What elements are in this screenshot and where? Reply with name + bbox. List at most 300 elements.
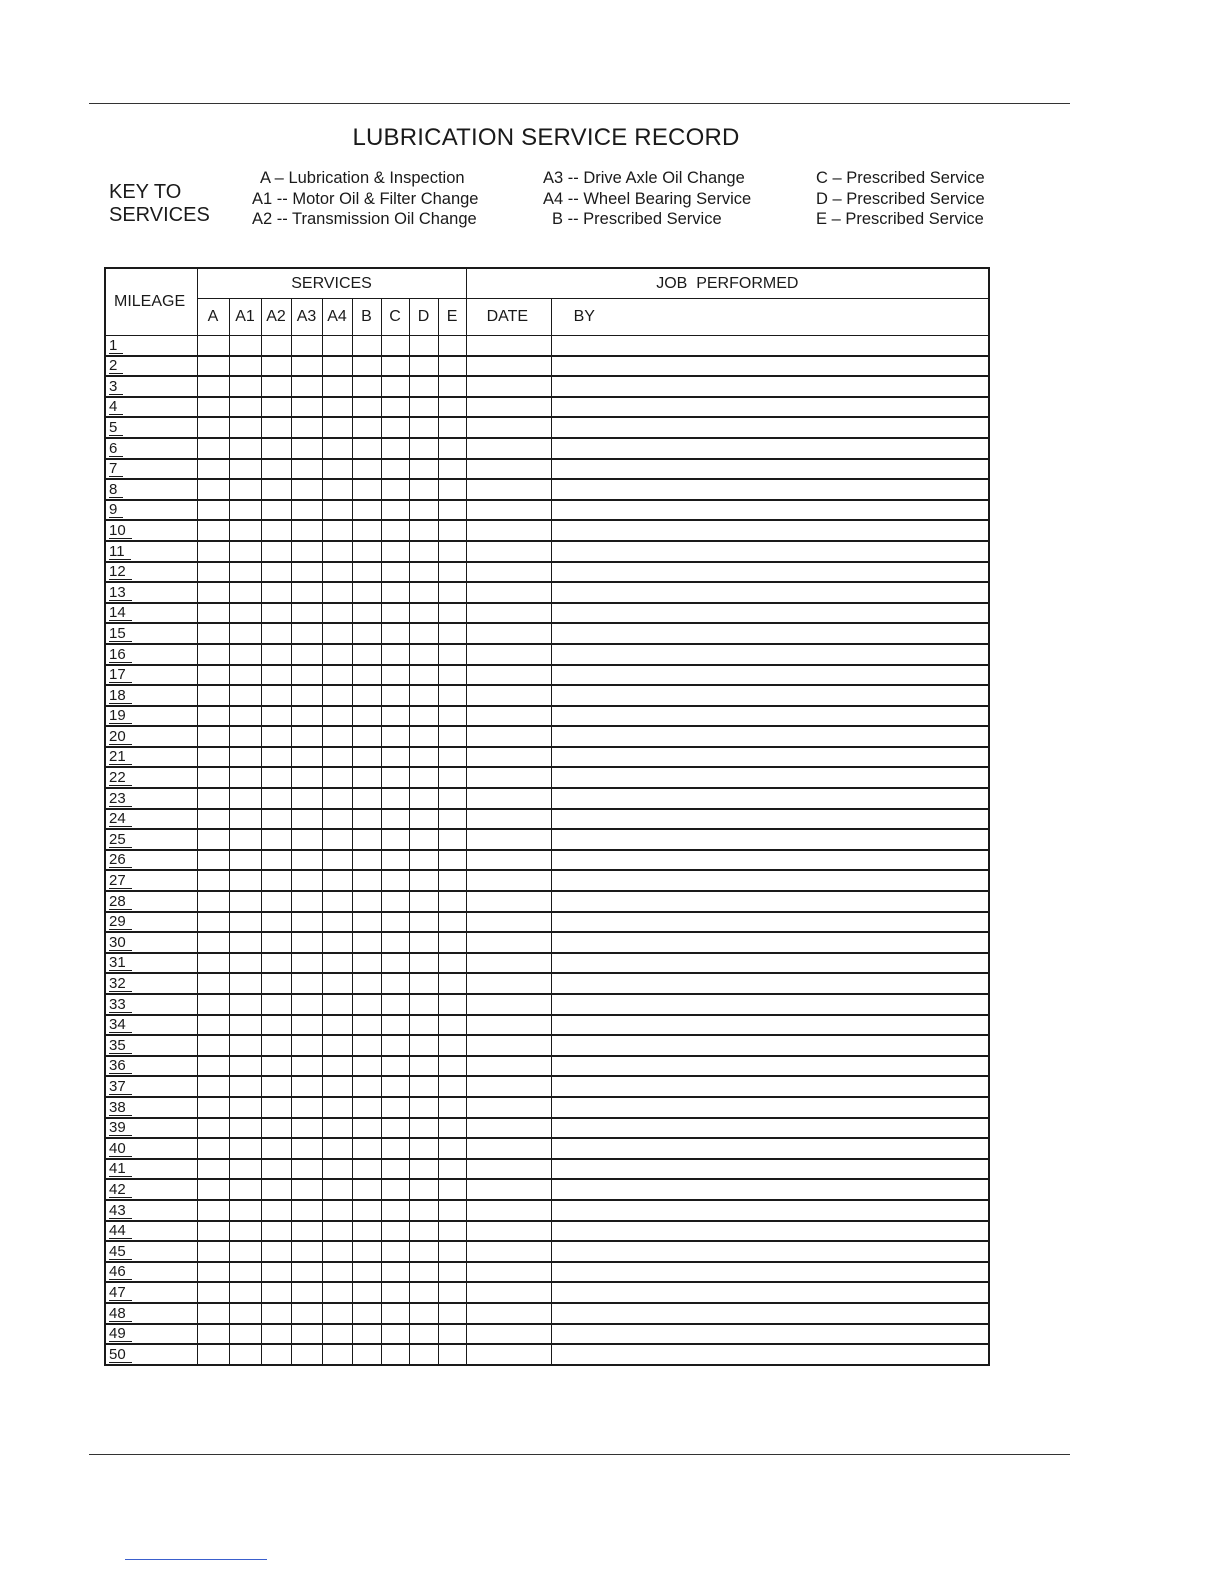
- by-cell[interactable]: [551, 850, 989, 871]
- service-cell-a4[interactable]: [322, 1159, 352, 1180]
- service-cell-a3[interactable]: [291, 809, 322, 830]
- service-cell-c[interactable]: [381, 1056, 409, 1077]
- service-cell-a1[interactable]: [229, 417, 261, 438]
- service-cell-b[interactable]: [352, 1179, 381, 1200]
- service-cell-a1[interactable]: [229, 891, 261, 912]
- service-cell-e[interactable]: [438, 1056, 466, 1077]
- mileage-cell[interactable]: [105, 1221, 197, 1242]
- service-cell-b[interactable]: [352, 973, 381, 994]
- service-cell-a4[interactable]: [322, 1056, 352, 1077]
- service-cell-a2[interactable]: [261, 623, 291, 644]
- mileage-cell[interactable]: [105, 1344, 197, 1365]
- mileage-cell[interactable]: [105, 562, 197, 583]
- service-cell-a4[interactable]: [322, 706, 352, 727]
- service-cell-b[interactable]: [352, 891, 381, 912]
- service-cell-a1[interactable]: [229, 644, 261, 665]
- service-cell-e[interactable]: [438, 973, 466, 994]
- service-cell-b[interactable]: [352, 582, 381, 603]
- service-cell-a3[interactable]: [291, 788, 322, 809]
- service-cell-b[interactable]: [352, 994, 381, 1015]
- service-cell-a[interactable]: [197, 850, 229, 871]
- service-cell-a1[interactable]: [229, 1035, 261, 1056]
- service-cell-b[interactable]: [352, 665, 381, 686]
- mileage-cell[interactable]: [105, 747, 197, 768]
- service-cell-a3[interactable]: [291, 685, 322, 706]
- mileage-cell[interactable]: [105, 891, 197, 912]
- mileage-cell[interactable]: [105, 788, 197, 809]
- by-cell[interactable]: [551, 870, 989, 891]
- service-cell-c[interactable]: [381, 562, 409, 583]
- service-cell-e[interactable]: [438, 1179, 466, 1200]
- service-cell-a1[interactable]: [229, 1262, 261, 1283]
- service-cell-a[interactable]: [197, 603, 229, 624]
- service-cell-e[interactable]: [438, 1015, 466, 1036]
- service-cell-e[interactable]: [438, 603, 466, 624]
- service-cell-b[interactable]: [352, 520, 381, 541]
- service-cell-d[interactable]: [409, 1097, 438, 1118]
- service-cell-d[interactable]: [409, 1241, 438, 1262]
- mileage-cell[interactable]: [105, 376, 197, 397]
- service-cell-a2[interactable]: [261, 541, 291, 562]
- service-cell-a1[interactable]: [229, 356, 261, 377]
- service-cell-a2[interactable]: [261, 459, 291, 480]
- service-cell-a4[interactable]: [322, 1241, 352, 1262]
- service-cell-e[interactable]: [438, 479, 466, 500]
- service-cell-a2[interactable]: [261, 747, 291, 768]
- service-cell-c[interactable]: [381, 417, 409, 438]
- service-cell-a4[interactable]: [322, 603, 352, 624]
- service-cell-a1[interactable]: [229, 541, 261, 562]
- service-cell-b[interactable]: [352, 706, 381, 727]
- service-cell-a[interactable]: [197, 582, 229, 603]
- service-cell-a4[interactable]: [322, 1035, 352, 1056]
- service-cell-a4[interactable]: [322, 953, 352, 974]
- service-cell-a[interactable]: [197, 623, 229, 644]
- service-cell-a1[interactable]: [229, 706, 261, 727]
- service-cell-a3[interactable]: [291, 912, 322, 933]
- service-cell-b[interactable]: [352, 397, 381, 418]
- service-cell-c[interactable]: [381, 520, 409, 541]
- service-cell-a3[interactable]: [291, 1097, 322, 1118]
- mileage-cell[interactable]: [105, 1097, 197, 1118]
- service-cell-d[interactable]: [409, 829, 438, 850]
- service-cell-b[interactable]: [352, 1200, 381, 1221]
- service-cell-e[interactable]: [438, 500, 466, 521]
- service-cell-a2[interactable]: [261, 1241, 291, 1262]
- service-cell-a2[interactable]: [261, 1200, 291, 1221]
- service-cell-a4[interactable]: [322, 500, 352, 521]
- service-cell-c[interactable]: [381, 767, 409, 788]
- mileage-cell[interactable]: [105, 582, 197, 603]
- service-cell-d[interactable]: [409, 1344, 438, 1365]
- service-cell-e[interactable]: [438, 665, 466, 686]
- service-cell-a3[interactable]: [291, 1200, 322, 1221]
- service-cell-a[interactable]: [197, 1159, 229, 1180]
- service-cell-b[interactable]: [352, 1015, 381, 1036]
- service-cell-d[interactable]: [409, 685, 438, 706]
- by-cell[interactable]: [551, 1035, 989, 1056]
- service-cell-b[interactable]: [352, 1262, 381, 1283]
- mileage-cell[interactable]: [105, 438, 197, 459]
- by-cell[interactable]: [551, 1303, 989, 1324]
- service-cell-a1[interactable]: [229, 829, 261, 850]
- service-cell-a[interactable]: [197, 706, 229, 727]
- service-cell-a2[interactable]: [261, 788, 291, 809]
- service-cell-a1[interactable]: [229, 747, 261, 768]
- service-cell-e[interactable]: [438, 397, 466, 418]
- service-cell-c[interactable]: [381, 336, 409, 356]
- service-cell-a2[interactable]: [261, 912, 291, 933]
- service-cell-d[interactable]: [409, 747, 438, 768]
- service-cell-a1[interactable]: [229, 870, 261, 891]
- by-cell[interactable]: [551, 665, 989, 686]
- mileage-cell[interactable]: [105, 809, 197, 830]
- service-cell-a1[interactable]: [229, 912, 261, 933]
- service-cell-a1[interactable]: [229, 1056, 261, 1077]
- service-cell-e[interactable]: [438, 788, 466, 809]
- service-cell-a1[interactable]: [229, 459, 261, 480]
- service-cell-e[interactable]: [438, 809, 466, 830]
- by-cell[interactable]: [551, 397, 989, 418]
- service-cell-e[interactable]: [438, 520, 466, 541]
- service-cell-a1[interactable]: [229, 623, 261, 644]
- date-cell[interactable]: [466, 623, 551, 644]
- mileage-cell[interactable]: [105, 1035, 197, 1056]
- service-cell-d[interactable]: [409, 1015, 438, 1036]
- service-cell-a2[interactable]: [261, 1179, 291, 1200]
- service-cell-b[interactable]: [352, 336, 381, 356]
- service-cell-a[interactable]: [197, 994, 229, 1015]
- service-cell-a1[interactable]: [229, 1221, 261, 1242]
- date-cell[interactable]: [466, 973, 551, 994]
- service-cell-c[interactable]: [381, 1282, 409, 1303]
- service-cell-a1[interactable]: [229, 1118, 261, 1139]
- service-cell-a3[interactable]: [291, 644, 322, 665]
- service-cell-a3[interactable]: [291, 417, 322, 438]
- service-cell-a1[interactable]: [229, 932, 261, 953]
- service-cell-a2[interactable]: [261, 356, 291, 377]
- mileage-cell[interactable]: [105, 1076, 197, 1097]
- service-cell-a3[interactable]: [291, 376, 322, 397]
- service-cell-b[interactable]: [352, 1324, 381, 1345]
- service-cell-a4[interactable]: [322, 479, 352, 500]
- service-cell-c[interactable]: [381, 1159, 409, 1180]
- service-cell-a3[interactable]: [291, 994, 322, 1015]
- service-cell-e[interactable]: [438, 685, 466, 706]
- service-cell-e[interactable]: [438, 1159, 466, 1180]
- service-cell-e[interactable]: [438, 1303, 466, 1324]
- service-cell-a[interactable]: [197, 665, 229, 686]
- date-cell[interactable]: [466, 376, 551, 397]
- service-cell-b[interactable]: [352, 870, 381, 891]
- service-cell-a1[interactable]: [229, 665, 261, 686]
- service-cell-a4[interactable]: [322, 1282, 352, 1303]
- service-cell-a4[interactable]: [322, 973, 352, 994]
- service-cell-d[interactable]: [409, 500, 438, 521]
- date-cell[interactable]: [466, 541, 551, 562]
- service-cell-d[interactable]: [409, 932, 438, 953]
- service-cell-d[interactable]: [409, 520, 438, 541]
- service-cell-d[interactable]: [409, 1159, 438, 1180]
- mileage-cell[interactable]: [105, 829, 197, 850]
- date-cell[interactable]: [466, 1241, 551, 1262]
- service-cell-a3[interactable]: [291, 1035, 322, 1056]
- service-cell-a2[interactable]: [261, 500, 291, 521]
- mileage-cell[interactable]: [105, 850, 197, 871]
- by-cell[interactable]: [551, 459, 989, 480]
- service-cell-a2[interactable]: [261, 994, 291, 1015]
- service-cell-c[interactable]: [381, 850, 409, 871]
- service-cell-a[interactable]: [197, 767, 229, 788]
- date-cell[interactable]: [466, 788, 551, 809]
- service-cell-d[interactable]: [409, 767, 438, 788]
- date-cell[interactable]: [466, 479, 551, 500]
- service-cell-a4[interactable]: [322, 809, 352, 830]
- service-cell-a2[interactable]: [261, 870, 291, 891]
- service-cell-a3[interactable]: [291, 1282, 322, 1303]
- service-cell-c[interactable]: [381, 1241, 409, 1262]
- service-cell-a3[interactable]: [291, 397, 322, 418]
- service-cell-a2[interactable]: [261, 1076, 291, 1097]
- service-cell-a[interactable]: [197, 644, 229, 665]
- by-cell[interactable]: [551, 479, 989, 500]
- mileage-cell[interactable]: [105, 1159, 197, 1180]
- service-cell-d[interactable]: [409, 788, 438, 809]
- service-cell-a[interactable]: [197, 891, 229, 912]
- service-cell-a3[interactable]: [291, 1138, 322, 1159]
- service-cell-c[interactable]: [381, 644, 409, 665]
- service-cell-d[interactable]: [409, 1200, 438, 1221]
- service-cell-c[interactable]: [381, 870, 409, 891]
- mileage-cell[interactable]: [105, 973, 197, 994]
- service-cell-a2[interactable]: [261, 644, 291, 665]
- service-cell-a[interactable]: [197, 1076, 229, 1097]
- service-cell-b[interactable]: [352, 767, 381, 788]
- service-cell-a[interactable]: [197, 1015, 229, 1036]
- service-cell-a2[interactable]: [261, 336, 291, 356]
- mileage-cell[interactable]: [105, 870, 197, 891]
- service-cell-c[interactable]: [381, 356, 409, 377]
- service-cell-d[interactable]: [409, 665, 438, 686]
- service-cell-d[interactable]: [409, 541, 438, 562]
- service-cell-d[interactable]: [409, 809, 438, 830]
- by-cell[interactable]: [551, 336, 989, 356]
- service-cell-a3[interactable]: [291, 870, 322, 891]
- service-cell-d[interactable]: [409, 1282, 438, 1303]
- service-cell-a[interactable]: [197, 417, 229, 438]
- service-cell-a[interactable]: [197, 1221, 229, 1242]
- by-cell[interactable]: [551, 438, 989, 459]
- service-cell-a4[interactable]: [322, 685, 352, 706]
- service-cell-e[interactable]: [438, 726, 466, 747]
- service-cell-a2[interactable]: [261, 767, 291, 788]
- service-cell-a2[interactable]: [261, 1282, 291, 1303]
- service-cell-a4[interactable]: [322, 1015, 352, 1036]
- service-cell-b[interactable]: [352, 438, 381, 459]
- service-cell-e[interactable]: [438, 891, 466, 912]
- service-cell-a2[interactable]: [261, 1159, 291, 1180]
- service-cell-a2[interactable]: [261, 438, 291, 459]
- mileage-cell[interactable]: [105, 336, 197, 356]
- service-cell-d[interactable]: [409, 1076, 438, 1097]
- service-cell-a[interactable]: [197, 1303, 229, 1324]
- service-cell-b[interactable]: [352, 356, 381, 377]
- by-cell[interactable]: [551, 1262, 989, 1283]
- service-cell-a[interactable]: [197, 1035, 229, 1056]
- mileage-cell[interactable]: [105, 1282, 197, 1303]
- by-cell[interactable]: [551, 1200, 989, 1221]
- mileage-cell[interactable]: [105, 1324, 197, 1345]
- service-cell-d[interactable]: [409, 1118, 438, 1139]
- service-cell-a1[interactable]: [229, 1303, 261, 1324]
- service-cell-a2[interactable]: [261, 973, 291, 994]
- service-cell-a2[interactable]: [261, 1015, 291, 1036]
- service-cell-a3[interactable]: [291, 438, 322, 459]
- service-cell-a4[interactable]: [322, 623, 352, 644]
- service-cell-c[interactable]: [381, 726, 409, 747]
- service-cell-a2[interactable]: [261, 850, 291, 871]
- service-cell-a1[interactable]: [229, 1076, 261, 1097]
- service-cell-c[interactable]: [381, 541, 409, 562]
- service-cell-a2[interactable]: [261, 1262, 291, 1283]
- mileage-cell[interactable]: [105, 1015, 197, 1036]
- service-cell-c[interactable]: [381, 397, 409, 418]
- service-cell-a1[interactable]: [229, 500, 261, 521]
- by-cell[interactable]: [551, 726, 989, 747]
- service-cell-a2[interactable]: [261, 1035, 291, 1056]
- date-cell[interactable]: [466, 1138, 551, 1159]
- service-cell-a2[interactable]: [261, 665, 291, 686]
- service-cell-c[interactable]: [381, 603, 409, 624]
- by-cell[interactable]: [551, 582, 989, 603]
- service-cell-a3[interactable]: [291, 829, 322, 850]
- service-cell-d[interactable]: [409, 644, 438, 665]
- service-cell-d[interactable]: [409, 417, 438, 438]
- by-cell[interactable]: [551, 1241, 989, 1262]
- service-cell-a4[interactable]: [322, 459, 352, 480]
- service-cell-c[interactable]: [381, 1344, 409, 1365]
- service-cell-a1[interactable]: [229, 1097, 261, 1118]
- mileage-cell[interactable]: [105, 356, 197, 377]
- mileage-cell[interactable]: [105, 953, 197, 974]
- service-cell-d[interactable]: [409, 912, 438, 933]
- by-cell[interactable]: [551, 767, 989, 788]
- date-cell[interactable]: [466, 829, 551, 850]
- service-cell-c[interactable]: [381, 788, 409, 809]
- service-cell-a1[interactable]: [229, 973, 261, 994]
- by-cell[interactable]: [551, 1282, 989, 1303]
- service-cell-c[interactable]: [381, 479, 409, 500]
- date-cell[interactable]: [466, 644, 551, 665]
- service-cell-b[interactable]: [352, 1241, 381, 1262]
- service-cell-a2[interactable]: [261, 809, 291, 830]
- by-cell[interactable]: [551, 623, 989, 644]
- service-cell-a3[interactable]: [291, 1303, 322, 1324]
- service-cell-a3[interactable]: [291, 1179, 322, 1200]
- service-cell-a1[interactable]: [229, 767, 261, 788]
- mileage-cell[interactable]: [105, 1118, 197, 1139]
- service-cell-d[interactable]: [409, 623, 438, 644]
- service-cell-a[interactable]: [197, 809, 229, 830]
- service-cell-d[interactable]: [409, 1179, 438, 1200]
- service-cell-b[interactable]: [352, 1344, 381, 1365]
- mileage-cell[interactable]: [105, 726, 197, 747]
- service-cell-a3[interactable]: [291, 1344, 322, 1365]
- service-cell-c[interactable]: [381, 623, 409, 644]
- service-cell-a[interactable]: [197, 1324, 229, 1345]
- service-cell-a2[interactable]: [261, 1097, 291, 1118]
- service-cell-d[interactable]: [409, 397, 438, 418]
- service-cell-a1[interactable]: [229, 953, 261, 974]
- service-cell-a2[interactable]: [261, 1138, 291, 1159]
- service-cell-a4[interactable]: [322, 1221, 352, 1242]
- service-cell-a4[interactable]: [322, 891, 352, 912]
- by-cell[interactable]: [551, 1138, 989, 1159]
- service-cell-a1[interactable]: [229, 1200, 261, 1221]
- date-cell[interactable]: [466, 1344, 551, 1365]
- by-cell[interactable]: [551, 1076, 989, 1097]
- service-cell-a2[interactable]: [261, 1221, 291, 1242]
- service-cell-b[interactable]: [352, 1035, 381, 1056]
- service-cell-d[interactable]: [409, 953, 438, 974]
- service-cell-a[interactable]: [197, 870, 229, 891]
- service-cell-a3[interactable]: [291, 1159, 322, 1180]
- service-cell-b[interactable]: [352, 1076, 381, 1097]
- service-cell-e[interactable]: [438, 932, 466, 953]
- service-cell-a4[interactable]: [322, 726, 352, 747]
- date-cell[interactable]: [466, 932, 551, 953]
- date-cell[interactable]: [466, 850, 551, 871]
- mileage-cell[interactable]: [105, 520, 197, 541]
- service-cell-a2[interactable]: [261, 376, 291, 397]
- date-cell[interactable]: [466, 994, 551, 1015]
- service-cell-a1[interactable]: [229, 1138, 261, 1159]
- service-cell-b[interactable]: [352, 1159, 381, 1180]
- service-cell-b[interactable]: [352, 500, 381, 521]
- service-cell-e[interactable]: [438, 1241, 466, 1262]
- date-cell[interactable]: [466, 1282, 551, 1303]
- service-cell-e[interactable]: [438, 582, 466, 603]
- service-cell-a[interactable]: [197, 500, 229, 521]
- date-cell[interactable]: [466, 562, 551, 583]
- date-cell[interactable]: [466, 397, 551, 418]
- service-cell-a3[interactable]: [291, 973, 322, 994]
- by-cell[interactable]: [551, 1118, 989, 1139]
- service-cell-c[interactable]: [381, 1076, 409, 1097]
- mileage-cell[interactable]: [105, 1241, 197, 1262]
- mileage-cell[interactable]: [105, 1056, 197, 1077]
- service-cell-a4[interactable]: [322, 1179, 352, 1200]
- service-cell-a4[interactable]: [322, 336, 352, 356]
- date-cell[interactable]: [466, 459, 551, 480]
- service-cell-a4[interactable]: [322, 1138, 352, 1159]
- service-cell-b[interactable]: [352, 1056, 381, 1077]
- date-cell[interactable]: [466, 1200, 551, 1221]
- service-cell-e[interactable]: [438, 1221, 466, 1242]
- service-cell-a[interactable]: [197, 1200, 229, 1221]
- service-cell-b[interactable]: [352, 479, 381, 500]
- service-cell-a3[interactable]: [291, 706, 322, 727]
- service-cell-c[interactable]: [381, 582, 409, 603]
- service-cell-a1[interactable]: [229, 1241, 261, 1262]
- by-cell[interactable]: [551, 953, 989, 974]
- service-cell-b[interactable]: [352, 623, 381, 644]
- date-cell[interactable]: [466, 809, 551, 830]
- service-cell-a[interactable]: [197, 479, 229, 500]
- by-cell[interactable]: [551, 644, 989, 665]
- mileage-cell[interactable]: [105, 623, 197, 644]
- service-cell-a2[interactable]: [261, 685, 291, 706]
